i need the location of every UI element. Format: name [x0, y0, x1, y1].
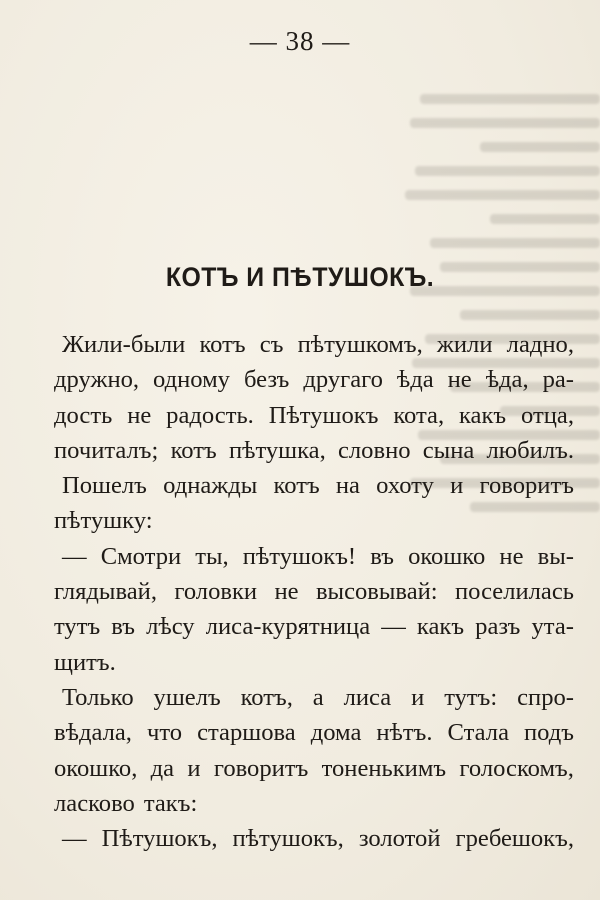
text-word: пѣтушокъ! — [242, 542, 357, 570]
text-word: спро- — [517, 683, 574, 711]
text-word: гребешокъ, — [455, 825, 574, 853]
text-word: не — [499, 542, 524, 570]
text-word: котъ — [199, 331, 246, 358]
page-number: — 38 — — [249, 26, 351, 56]
text-word: тоненькимъ — [321, 754, 447, 782]
text-line — [54, 751, 574, 786]
text-word: въ — [111, 613, 135, 641]
text-word: Стала — [447, 719, 509, 747]
text-word: охоту — [376, 472, 434, 500]
text-word: старшова — [197, 719, 296, 747]
text-word: одному — [153, 366, 230, 394]
text-word: окошко — [408, 542, 486, 570]
text-word: кота, — [393, 401, 445, 429]
text-word: нѣтъ. — [376, 719, 433, 747]
text-word: — — [381, 613, 406, 641]
text-line — [54, 574, 574, 609]
text-word: что — [146, 719, 183, 747]
text-word: пѣтушку: — [54, 507, 153, 535]
text-word: ты, — [195, 542, 229, 570]
text-line — [54, 680, 574, 715]
text-line — [54, 715, 574, 750]
text-word: пѣтушкомъ, — [297, 331, 423, 358]
text-word: Пошелъ — [62, 472, 147, 500]
text-line — [54, 503, 574, 538]
text-word: и — [187, 754, 201, 782]
text-word: щитъ. — [54, 648, 116, 676]
text-word: однажды — [163, 472, 258, 500]
text-line — [54, 327, 574, 362]
text-word: ѣда — [396, 366, 434, 394]
text-word: почиталъ; — [54, 436, 159, 464]
text-word: котъ — [170, 436, 217, 464]
text-word: говоритъ — [479, 472, 574, 500]
text-line — [54, 609, 574, 644]
text-word: а — [312, 683, 324, 711]
text-word: жили — [436, 331, 493, 358]
text-word: ута- — [531, 613, 574, 641]
text-word: поселилась — [455, 578, 574, 606]
text-word: Только — [62, 683, 134, 711]
text-word: дома — [310, 719, 362, 747]
text-word: вы- — [537, 542, 574, 570]
text-word: словно — [337, 436, 411, 464]
text-word: не — [447, 366, 472, 394]
text-word: не — [274, 578, 299, 606]
text-word: окошко, — [54, 754, 138, 782]
text-word: котъ, — [240, 683, 293, 711]
text-line — [54, 362, 574, 397]
text-word: головки — [174, 578, 258, 606]
text-line — [54, 539, 574, 574]
text-word: какъ — [416, 613, 465, 641]
text-word: въ — [370, 542, 394, 570]
text-line — [54, 786, 574, 821]
text-line — [54, 468, 574, 503]
text-word: — — [62, 542, 87, 570]
text-word: съ — [259, 331, 284, 358]
text-word: ушелъ — [153, 683, 221, 711]
text-word: Смотри — [100, 542, 182, 570]
text-word: разъ — [475, 613, 521, 641]
text-word: ра- — [542, 366, 574, 394]
text-line — [54, 398, 574, 433]
text-word: на — [335, 472, 360, 500]
text-word: высовывай: — [315, 578, 438, 606]
text-word: какъ — [458, 401, 507, 429]
text-word: безъ — [243, 366, 290, 394]
text-word: котъ — [273, 472, 320, 500]
text-word: пѣтушокъ, — [232, 825, 344, 853]
text-word: Пѣтушокъ, — [101, 825, 218, 853]
text-word: и — [450, 472, 464, 500]
text-word: радость. — [166, 401, 254, 429]
text-word: лиса-курятница — [205, 613, 371, 641]
text-line — [54, 821, 574, 856]
text-word: не — [127, 401, 152, 429]
text-word: ласково — [54, 789, 135, 817]
text-word: говоритъ — [213, 754, 309, 782]
chapter-title: КОТЪ И ПѢТУШОКЪ. — [165, 262, 435, 292]
text-word: ладно, — [506, 331, 574, 358]
text-word: Жили-были — [62, 331, 186, 358]
text-word: глядывай, — [54, 578, 157, 606]
text-word: ѣда, — [485, 366, 529, 394]
text-word: золотой — [358, 825, 441, 853]
text-word: тутъ — [54, 613, 101, 641]
text-word: такъ: — [143, 789, 198, 817]
text-line — [54, 645, 574, 680]
text-word: голоскомъ, — [459, 754, 574, 782]
text-word: дружно, — [54, 366, 140, 394]
text-word: Пѣтушокъ — [268, 401, 379, 429]
text-word: другаго — [303, 366, 383, 394]
text-word: да — [150, 754, 175, 782]
text-word: — — [62, 825, 87, 853]
text-word: подъ — [524, 719, 574, 747]
text-word: и — [411, 683, 425, 711]
text-word: любилъ. — [486, 436, 574, 464]
text-word: отца, — [521, 401, 574, 429]
text-word: дость — [54, 401, 113, 429]
text-word: вѣдала, — [54, 719, 132, 747]
body-text — [54, 327, 574, 856]
text-word: тутъ: — [444, 683, 498, 711]
text-word: лиса — [343, 683, 392, 711]
text-word: сына — [422, 436, 475, 464]
text-line — [54, 433, 574, 468]
text-word: лѣсу — [146, 613, 195, 641]
text-word: пѣтушка, — [228, 436, 326, 464]
